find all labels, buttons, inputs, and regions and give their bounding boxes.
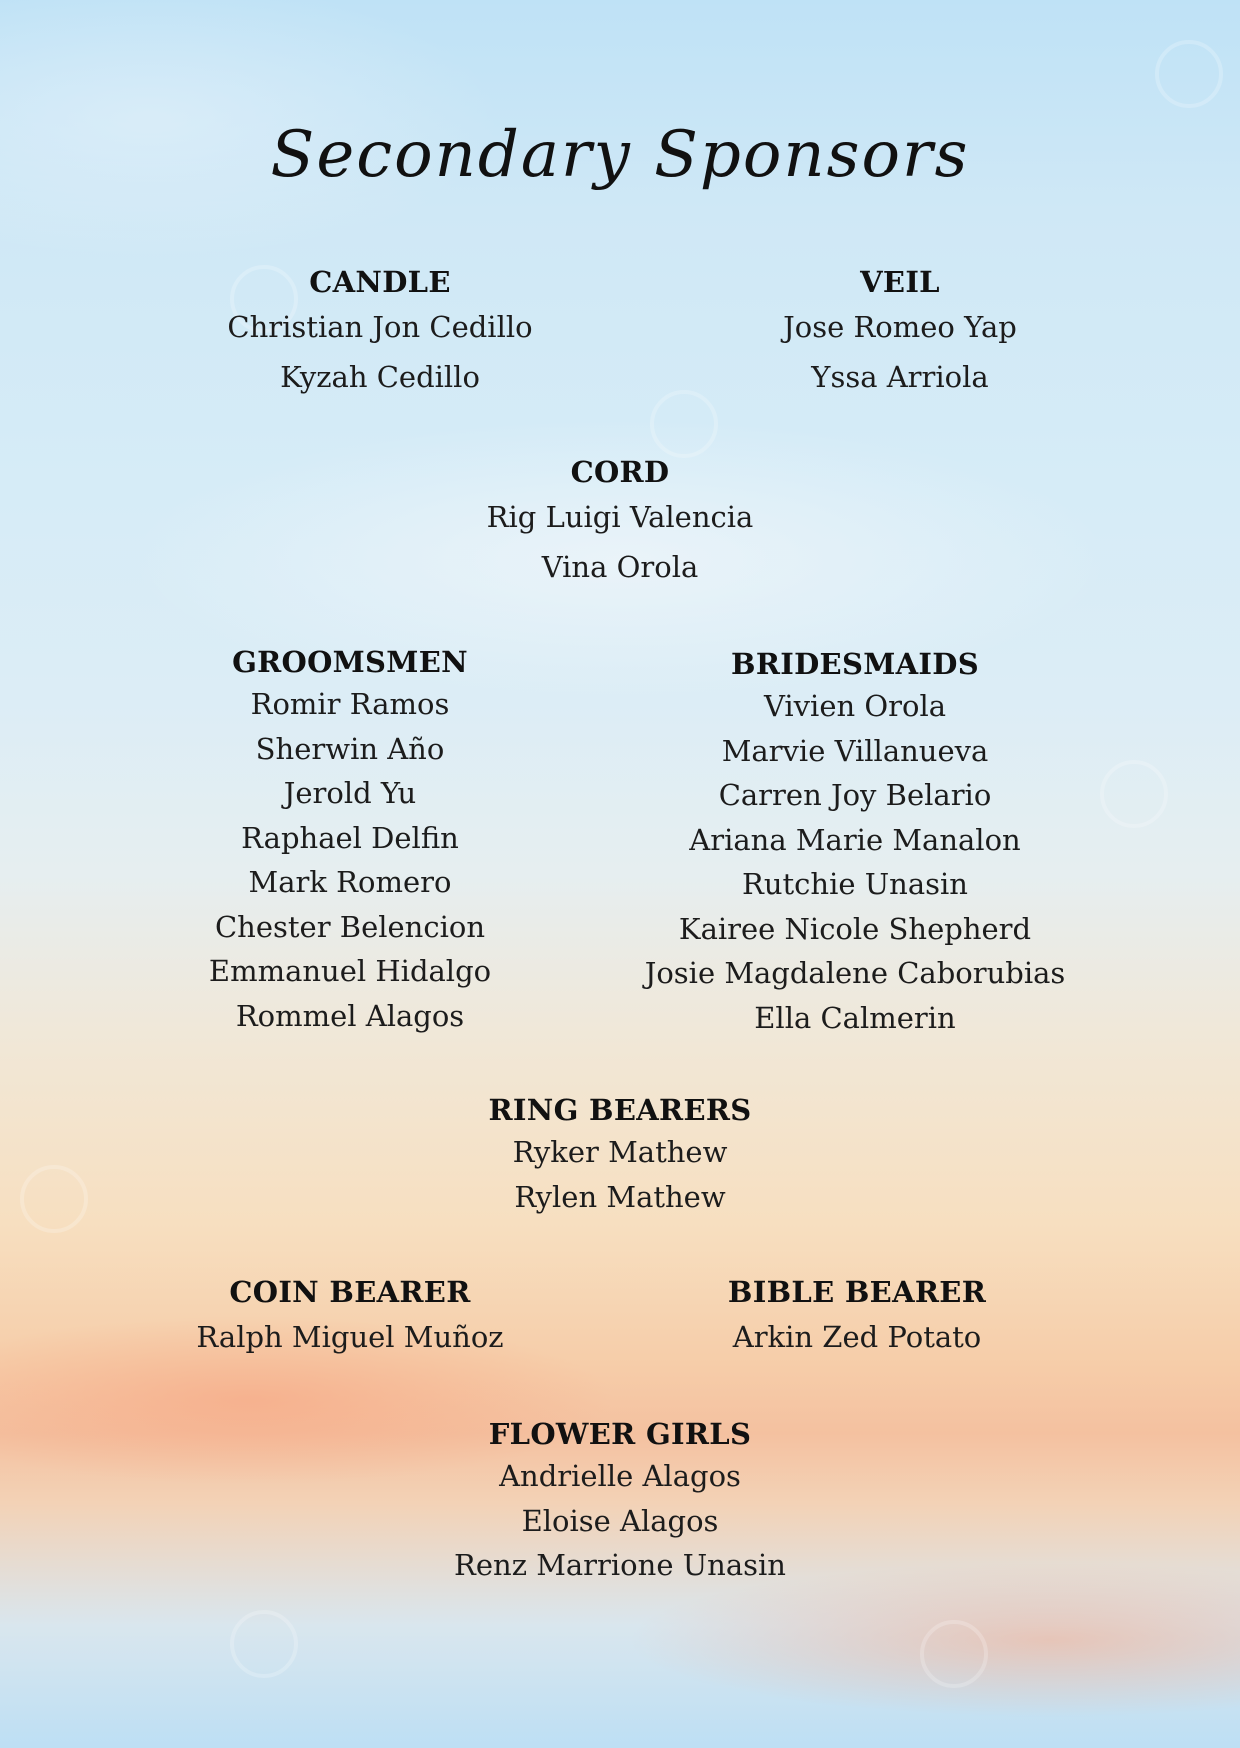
bridesmaid-name: Josie Magdalene Caborubias: [644, 956, 1066, 990]
coin-bearer-heading: COIN BEARER: [229, 1275, 471, 1309]
bridesmaid-name: Marvie Villanueva: [721, 733, 989, 768]
cord-heading: CORD: [570, 455, 670, 489]
bridesmaid-name: Vivien Orola: [763, 689, 947, 723]
groomsman-name: Chester Belencion: [214, 909, 486, 944]
sponsor-name: Christian Jon Cedillo: [227, 310, 533, 344]
bridesmaid-name: Rutchie Unasin: [742, 867, 968, 901]
bridesmaids-heading: BRIDESMAIDS: [731, 647, 979, 681]
sponsor-name: Vina Orola: [541, 550, 699, 584]
flower-girl-name: Eloise Alagos: [521, 1503, 719, 1538]
veil-group: [700, 262, 1100, 402]
bridesmaid-name: Ariana Marie Manalon: [689, 822, 1021, 857]
groomsman-name: Mark Romero: [248, 865, 452, 899]
watermark-icon: [1155, 40, 1223, 108]
bible-bearer-heading: BIBLE BEARER: [727, 1275, 987, 1309]
ring-bearer-name: Rylen Mathew: [514, 1179, 726, 1214]
groomsmen-heading: GROOMSMEN: [232, 645, 468, 679]
watermark-icon: [1100, 760, 1168, 828]
watermark-icon: [920, 1620, 988, 1688]
groomsman-name: Sherwin Año: [255, 731, 445, 766]
bible-bearer-name: Arkin Zed Potato: [732, 1320, 982, 1354]
ring-bearers-group: [420, 1090, 820, 1219]
groomsmen-group: [150, 642, 550, 1038]
coin-bearer-group: [150, 1272, 550, 1362]
flower-girls-heading: FLOWER GIRLS: [488, 1417, 752, 1451]
ring-bearers-heading: RING BEARERS: [488, 1093, 752, 1127]
bridesmaids-group: [605, 644, 1105, 1040]
ring-bearer-name: Ryker Mathew: [512, 1135, 728, 1169]
sponsor-name: Jose Romeo Yap: [783, 310, 1017, 344]
groomsman-name: Romir Ramos: [250, 687, 450, 721]
flower-girls-group: [420, 1414, 820, 1588]
sponsor-name: Rig Luigi Valencia: [486, 500, 754, 534]
bridesmaid-name: Carren Joy Belario: [718, 778, 992, 812]
flower-girl-name: Renz Marrione Unasin: [454, 1548, 786, 1582]
candle-group: [180, 262, 580, 402]
groomsman-name: Jerold Yu: [283, 776, 417, 810]
groomsman-name: Rommel Alagos: [235, 998, 465, 1033]
bridesmaid-name: Kairee Nicole Shepherd: [678, 911, 1032, 946]
sponsor-name: Kyzah Cedillo: [280, 360, 480, 394]
groomsman-name: Raphael Delfin: [241, 820, 459, 855]
candle-heading: CANDLE: [309, 265, 451, 299]
veil-heading: VEIL: [860, 265, 940, 299]
coin-bearer-name: Ralph Miguel Muñoz: [196, 1320, 504, 1354]
bridesmaid-name: Ella Calmerin: [754, 1000, 956, 1035]
sponsor-name: Yssa Arriola: [811, 360, 989, 394]
cord-group: [420, 452, 820, 592]
watermark-icon: [230, 1610, 298, 1678]
page-title: Secondary Sponsors: [270, 118, 970, 192]
watermark-icon: [20, 1165, 88, 1233]
groomsman-name: Emmanuel Hidalgo: [208, 954, 492, 988]
flower-girl-name: Andrielle Alagos: [499, 1459, 741, 1493]
bible-bearer-group: [657, 1272, 1057, 1362]
